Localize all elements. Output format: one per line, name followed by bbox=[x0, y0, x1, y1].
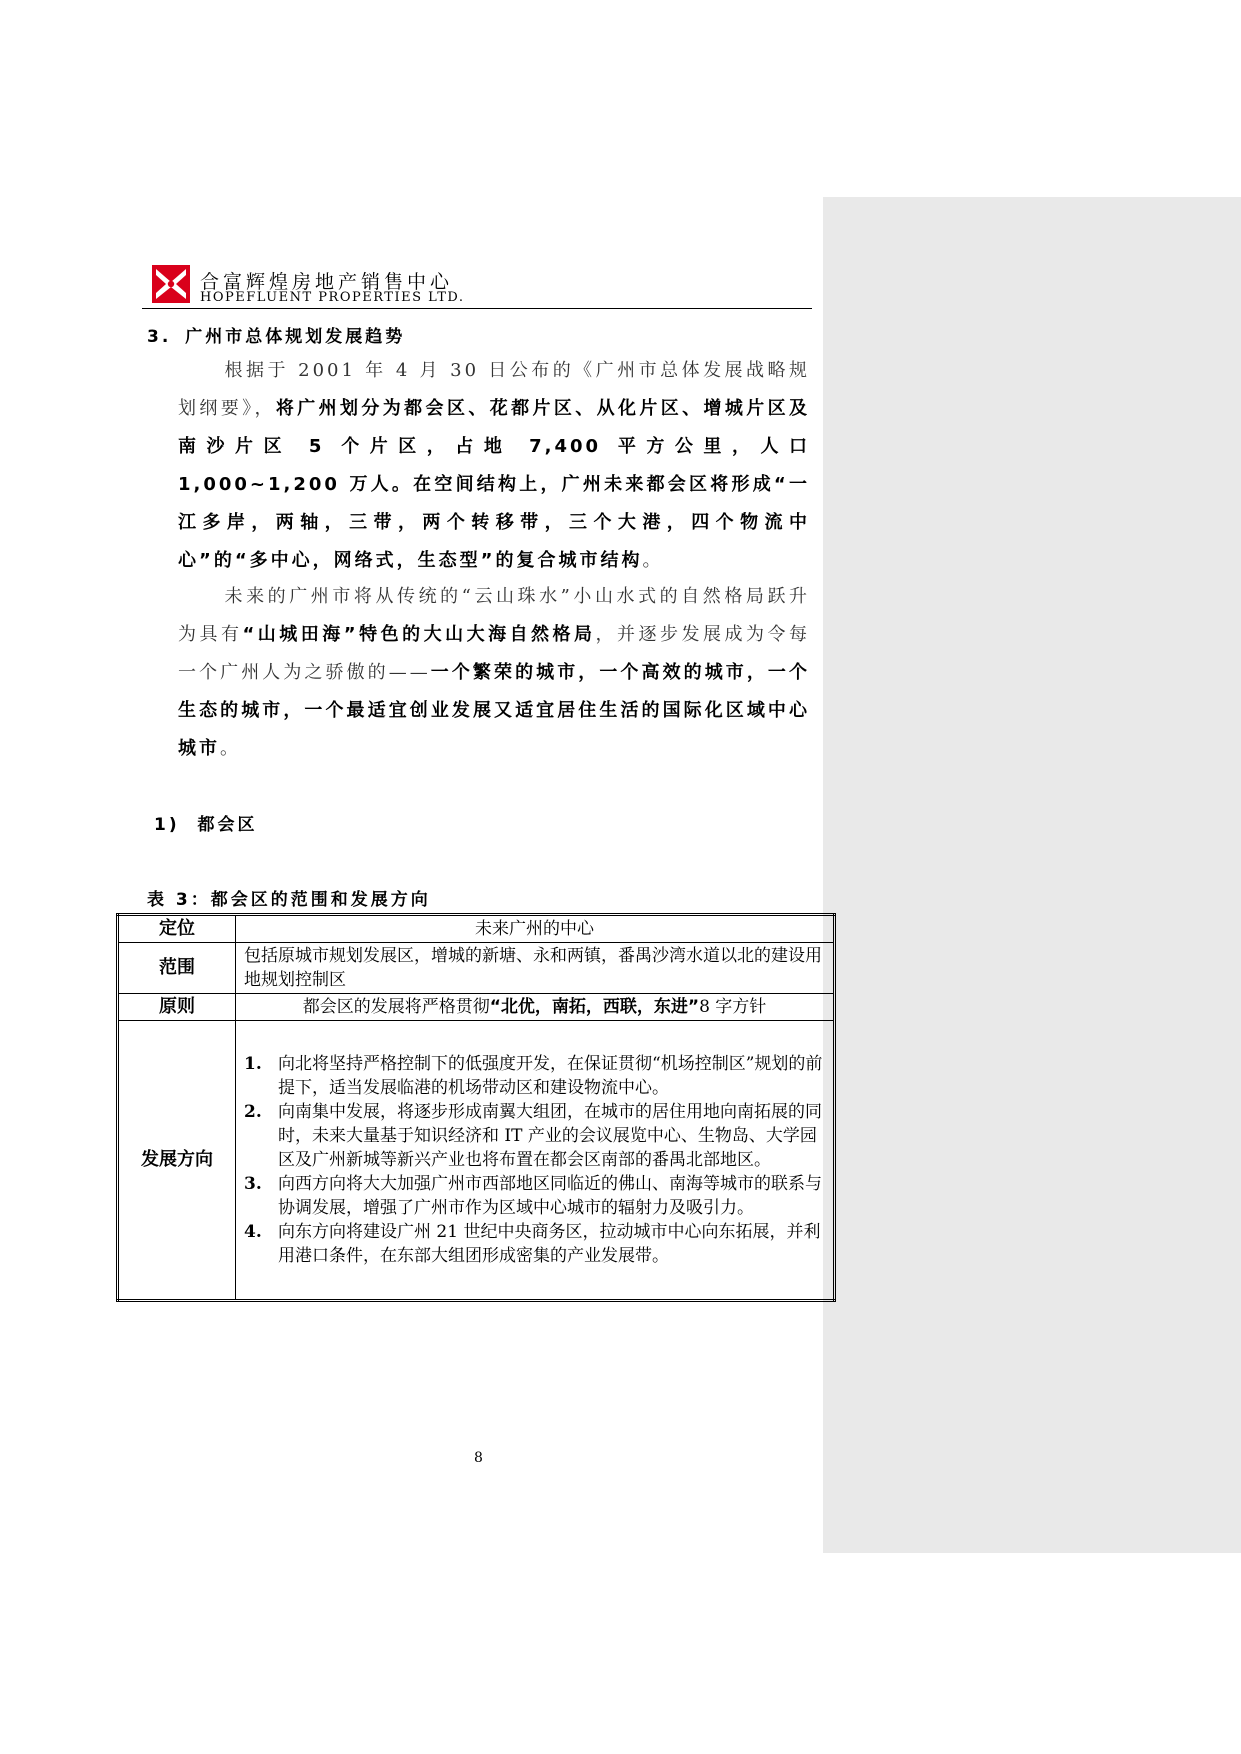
table-row bbox=[118, 915, 835, 943]
item-number: 2. bbox=[244, 1102, 262, 1122]
metro-area-table bbox=[116, 913, 836, 1302]
list-item bbox=[244, 1172, 825, 1220]
principle-text-b: 8 字方针 bbox=[699, 997, 767, 1017]
principle-slogan: “北优，南拓，西联，东进” bbox=[489, 997, 700, 1017]
direction-list bbox=[244, 1052, 825, 1268]
item-text: 向北将坚持严格控制下的低强度开发，在保证贯彻“机场控制区”规划的前提下，适当发展临港的机场带动区和建设物流中心。 bbox=[278, 1054, 823, 1098]
list-item bbox=[244, 1052, 825, 1100]
table-row bbox=[118, 1021, 835, 1301]
row-value bbox=[236, 994, 835, 1021]
row-value bbox=[236, 1021, 835, 1301]
item-number: 1. bbox=[244, 1054, 262, 1074]
page-header bbox=[142, 263, 812, 311]
section-title: 广州市总体规划发展趋势 bbox=[185, 327, 406, 347]
item-number: 3. bbox=[244, 1174, 262, 1194]
para2-text-a: 未来的广州市将从传统的“云山珠水”小山水式的自然格局跃升为具有 bbox=[178, 586, 810, 645]
row-value: 包括原城市规划发展区，增城的新塘、永和两镇，番禺沙湾水道以北的建设用地规划控制区 bbox=[236, 943, 835, 994]
para1-text-b: 。 bbox=[642, 550, 664, 571]
company-name-cn: 合富辉煌房地产销售中心 bbox=[200, 271, 454, 293]
item-number: 4. bbox=[244, 1222, 262, 1242]
header-rule bbox=[142, 308, 812, 309]
subsection-heading bbox=[154, 810, 257, 835]
hopefluent-logo bbox=[152, 265, 190, 303]
row-value: 未来广州的中心 bbox=[236, 915, 835, 943]
item-text: 向南集中发展，将逐步形成南翼大组团，在城市的居住用地向南拓展的同时，未来大量基于知识经济和 IT 产业的会议展览中心、生物岛、大学园区及广州新城等新兴产业也将布置在都会区南部的番禺北部地区。 bbox=[278, 1102, 822, 1170]
section-number: 3. bbox=[147, 327, 172, 347]
list-item bbox=[244, 1100, 825, 1172]
para2-text-c: 。 bbox=[220, 738, 241, 759]
paragraph-plan-summary bbox=[178, 352, 810, 580]
row-key: 定位 bbox=[118, 915, 236, 943]
para2-text-b: ，并逐步发展成为令每一个广州人为之骄傲的—— bbox=[178, 624, 810, 683]
subsection-number: 1) bbox=[154, 815, 180, 835]
table-row bbox=[118, 943, 835, 994]
page-number: 8 bbox=[474, 1450, 483, 1466]
row-key: 范围 bbox=[118, 943, 236, 994]
para2-bold-b: 一个繁荣的城市，一个高效的城市，一个生态的城市，一个最适宜创业发展又适宜居住生活的国际化区域中心城市 bbox=[178, 662, 811, 759]
table-caption: 表 3：都会区的范围和发展方向 bbox=[147, 890, 431, 910]
section-heading bbox=[147, 322, 405, 347]
paragraph-future-vision bbox=[178, 578, 810, 768]
row-key: 发展方向 bbox=[118, 1021, 236, 1301]
item-text: 向西方向将大大加强广州市西部地区同临近的佛山、南海等城市的联系与协调发展，增强了广州市作为区域中心城市的辐射力及吸引力。 bbox=[278, 1174, 822, 1218]
list-item bbox=[244, 1220, 825, 1268]
subsection-title: 都会区 bbox=[197, 815, 258, 835]
row-key: 原则 bbox=[118, 994, 236, 1021]
item-text: 向东方向将建设广州 21 世纪中央商务区，拉动城市中心向东拓展，并利用港口条件，在东部大组团形成密集的产业发展带。 bbox=[278, 1222, 821, 1266]
para2-bold-a: “山城田海”特色的大山大海自然格局 bbox=[242, 624, 596, 645]
table-row bbox=[118, 994, 835, 1021]
para1-bold-a: 将广州划分为都会区、花都片区、从化片区、增城片区及南沙片区 5 个片区，占地 7,400 平方公里，人口 1,000~1,200 万人。在空间结构上，广州未来都会区将形成“一江多岸，两轴，三带，两个转移带，三个大港，四个物流中心”的“多中心，网络式，生态型”的复合城市结构 bbox=[178, 398, 811, 571]
para1-text-a: 根据于 2001 年 4 月 30 日公布的《广州市总体发展战略规划纲要》， bbox=[178, 360, 810, 419]
company-name-en: HOPEFLUENT PROPERTIES LTD. bbox=[200, 290, 465, 305]
comment-margin-pane bbox=[823, 197, 1241, 1553]
principle-text-a: 都会区的发展将严格贯彻 bbox=[302, 997, 490, 1017]
